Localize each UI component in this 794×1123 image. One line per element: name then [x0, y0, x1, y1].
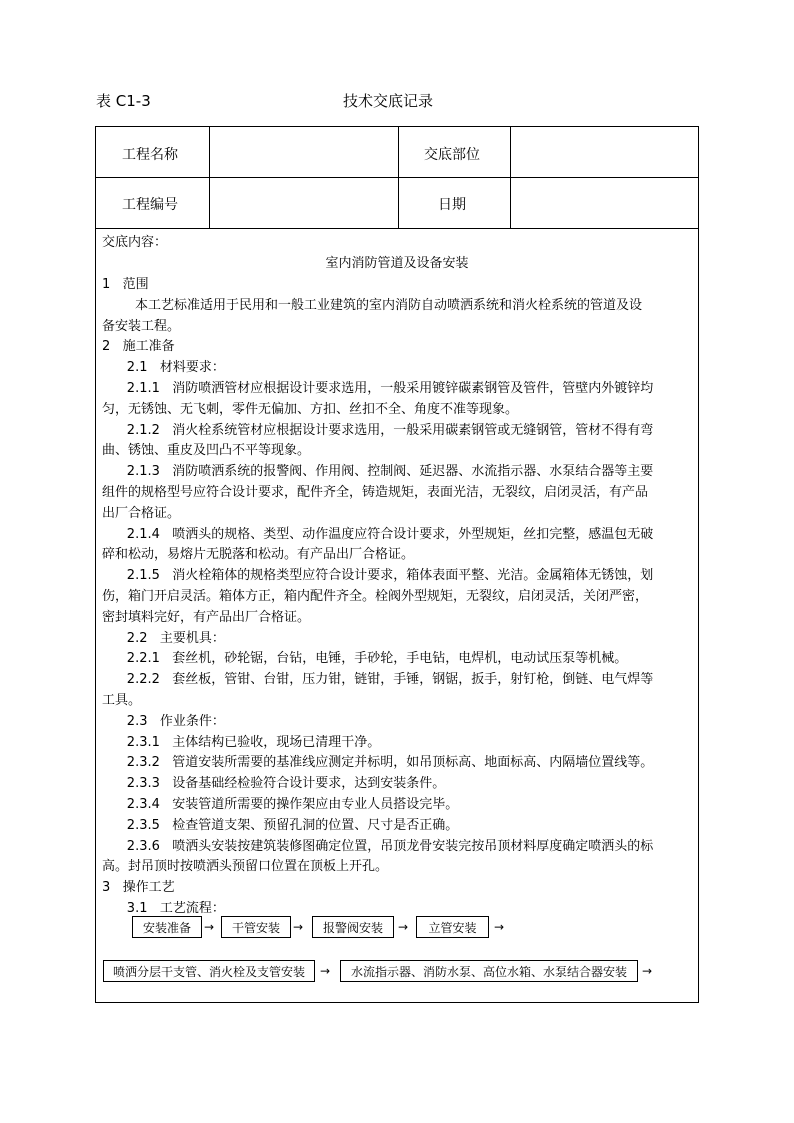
project-name-label: 工程名称	[122, 147, 178, 163]
content-line: 2.3.5 检查管道支架、预留孔洞的位置、尺寸是否正确。	[102, 817, 459, 833]
flow-step-alarm-valve: 报警阀安装	[312, 916, 394, 938]
content-line: 2.3.1 主体结构已验收，现场已清理干净。	[102, 734, 381, 750]
flow-step-main-pipe: 干管安装	[221, 916, 291, 938]
content-line: 2.1.1 消防喷洒管材应根据设计要求选用，一般采用镀锌碳素钢管及管件，管壁内外镀锌均	[102, 381, 654, 396]
content-line: 2.1.4 喷洒头的规格、类型、动作温度应符合设计要求，外型规矩，丝扣完整，感温包无破	[102, 526, 654, 542]
row-divider	[96, 177, 698, 178]
content-line: 2.3.2 管道安装所需要的基准线应测定并标明，如吊顶标高、地面标高、内隔墙位置线等。	[102, 755, 654, 771]
content-line: 2.3.3 设备基础经检验符合设计要求，达到安装条件。	[102, 776, 446, 792]
content-subtitle: 室内消防管道及设备安装	[325, 256, 469, 271]
handover-location-label: 交底部位	[424, 147, 480, 163]
column-divider	[398, 127, 399, 228]
arrow-icon: →	[494, 920, 505, 934]
flow-step-preparation: 安装准备	[132, 916, 202, 938]
form-code: 表 C1-3	[96, 92, 151, 110]
column-divider	[510, 127, 511, 228]
record-form	[95, 126, 699, 1003]
arrow-icon: →	[204, 920, 215, 934]
column-divider	[209, 127, 210, 228]
content-line: 2.3 作业条件：	[102, 713, 225, 729]
content-line: 2.2.2 套丝板，管钳、台钳，压力钳，链钳，手锤，钢锯，扳手，射钉枪，倒链、电气焊等	[102, 672, 654, 688]
content-line: 2.1.2 消火栓系统管材应根据设计要求选用，一般采用碳素钢管或无缝钢管，管材不得有弯	[102, 422, 654, 438]
content-line: 3 操作工艺	[102, 880, 175, 896]
content-line: 2.3.6 喷洒头安装按建筑装修图确定位置，吊顶龙骨安装完按吊顶材料厚度确定喷洒头的标	[102, 838, 654, 854]
content-line: 密封填料完好，有产品出厂合格证。	[102, 609, 311, 625]
content-line: 碎和松动，易熔片无脱落和松动。有产品出厂合格证。	[102, 547, 415, 563]
row-divider	[96, 228, 698, 229]
project-number-label: 工程编号	[122, 197, 178, 213]
flow-step-equipment: 水流指示器、消防水泵、高位水箱、水泵结合器安装	[340, 960, 638, 982]
arrow-icon: →	[398, 920, 409, 934]
document-title: 技术交底记录	[343, 92, 434, 110]
arrow-icon: →	[320, 964, 331, 978]
date-label: 日期	[438, 197, 466, 213]
content-line: 2.2.1 套丝机，砂轮锯，台钻，电锤，手砂轮，手电钻，电焊机，电动试压泵等机械。	[102, 651, 628, 667]
content-line: 1 范围	[102, 277, 149, 292]
flow-step-branch-pipes: 喷洒分层干支管、消火栓及支管安装	[103, 960, 315, 982]
content-line: 伤，箱门开启灵活。箱体方正，箱内配件齐全。栓阀外型规矩，无裂纹，启闭灵活，关闭严密，	[102, 589, 649, 604]
content-line: 2 施工准备	[102, 339, 175, 355]
content-line: 备安装工程。	[102, 318, 181, 334]
content-label: 交底内容：	[102, 235, 168, 250]
content-line: 曲、锈蚀、重皮及凹凸不平等现象。	[102, 443, 311, 459]
content-line: 2.1.3 消防喷洒系统的报警阀、作用阀、控制阀、延迟器、水流指示器、水泵结合器等主要	[102, 464, 654, 480]
arrow-icon: →	[642, 964, 653, 978]
arrow-icon: →	[293, 920, 304, 934]
content-line: 匀，无锈蚀、无飞刺，零件无偏加、方扣、丝扣不全、角度不准等现象。	[102, 401, 519, 417]
content-line: 2.3.4 安装管道所需要的操作架应由专业人员搭设完毕。	[102, 797, 459, 812]
content-line: 2.1.5 消火栓箱体的规格类型应符合设计要求，箱体表面平整、光洁。金属箱体无锈蚀，划	[102, 568, 654, 584]
content-line: 2.2 主要机具：	[102, 630, 225, 646]
content-line: 2.1 材料要求：	[102, 360, 225, 376]
content-line: 组件的规格型号应符合设计要求，配件齐全，铸造规矩，表面光洁，无裂纹，启闭灵活，有产品	[102, 485, 649, 500]
content-line: 3.1 工艺流程：	[102, 901, 225, 916]
content-line: 工具。	[102, 693, 142, 708]
flow-step-riser: 立管安装	[416, 916, 489, 938]
content-line: 高。封吊顶时按喷洒头预留口位置在顶板上开孔。	[102, 859, 389, 875]
content-line: 出厂合格证。	[102, 505, 181, 521]
content-line: 本工艺标准适用于民用和一般工业建筑的室内消防自动喷洒系统和消火栓系统的管道及设	[102, 297, 643, 313]
